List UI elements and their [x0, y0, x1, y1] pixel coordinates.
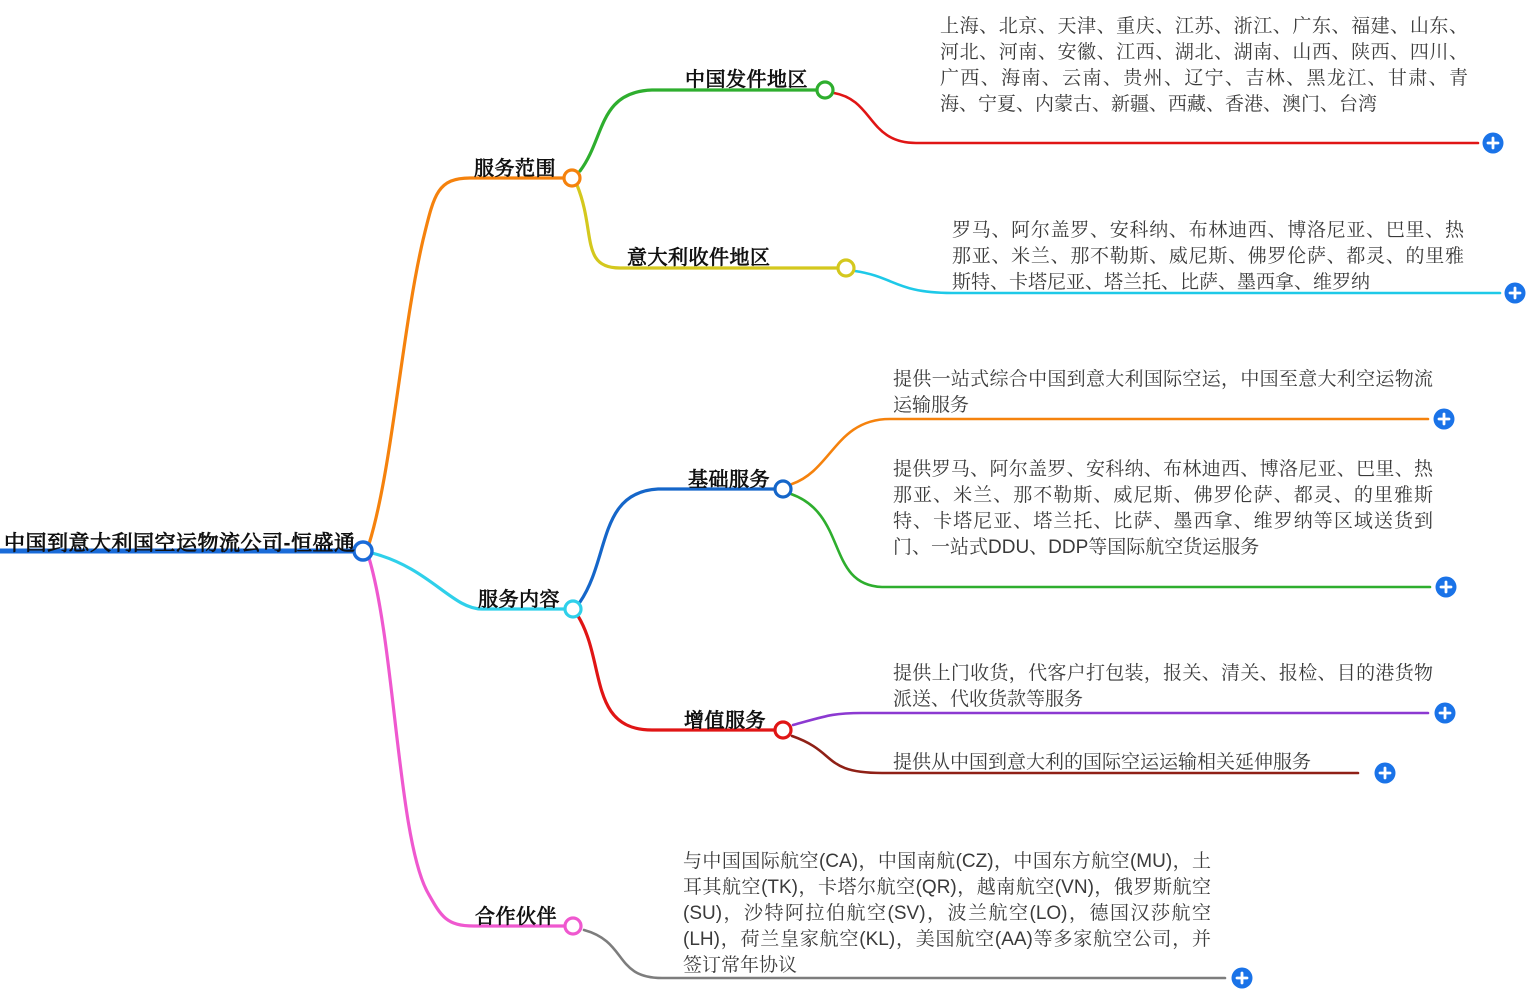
node-handle-italy-destination[interactable]: [838, 260, 854, 276]
node-handle-value-added[interactable]: [775, 722, 791, 738]
topic-value-added-service[interactable]: 增值服务: [684, 710, 766, 732]
branch-line-basic-service: [580, 489, 775, 602]
basic-service-item-1-text[interactable]: 提供一站式综合中国到意大利国际空运，中国至意大利空运物流运输服务: [893, 369, 1433, 416]
topic-service-scope[interactable]: 服务范围: [474, 158, 556, 180]
value-added-item-1-text[interactable]: 提供上门收货，代客户打包装，报关、清关、报检、目的港货物派送、代收货款等服务: [893, 663, 1433, 710]
node-handle-service-scope[interactable]: [564, 170, 580, 186]
leaf-line-value-added-item-1: [793, 713, 1428, 725]
topic-service-content[interactable]: 服务内容: [478, 589, 560, 611]
china-regions-text[interactable]: 上海、北京、天津、重庆、江苏、浙江、广东、福建、山东、河北、河南、安徽、江西、湖北、湖南、山西、陕西、四川、广西、海南、云南、贵州、辽宁、吉林、黑龙江、甘肃、青海、宁夏、内蒙古、新疆、西藏、香港、澳门、台湾: [940, 16, 1468, 115]
partners-description-text[interactable]: 与中国国际航空(CA)，中国南航(CZ)，中国东方航空(MU)，土耳其航空(TK)，卡塔尔航空(QR)，越南航空(VN)，俄罗斯航空(SU)，沙特阿拉伯航空(SV)，波兰航空(LO)，德国汉莎航空(LH)，荷兰皇家航空(KL)，美国航空(AA)等多家航空公司，并签订常年协议: [683, 851, 1211, 976]
node-handle-china-origin[interactable]: [817, 82, 833, 98]
add-child-button-basic-item-1[interactable]: [1434, 409, 1455, 430]
italy-regions-text[interactable]: 罗马、阿尔盖罗、安科纳、布林迪西、博洛尼亚、巴里、热那亚、米兰、那不勒斯、威尼斯、佛罗伦萨、都灵、的里雅斯特、卡塔尼亚、塔兰托、比萨、墨西拿、维罗纳: [952, 220, 1464, 293]
basic-service-item-2-text[interactable]: 提供罗马、阿尔盖罗、安科纳、布林迪西、博洛尼亚、巴里、热那亚、米兰、那不勒斯、威尼斯、佛罗伦萨、都灵、的里雅斯特、卡塔尼亚、塔兰托、比萨、墨西拿、维罗纳等区域送货到门、一站式DDU、DDP等国际航空货运服务: [893, 459, 1433, 558]
node-handle-basic-service[interactable]: [775, 481, 791, 497]
value-added-item-2-text[interactable]: 提供从中国到意大利的国际空运运输相关延伸服务: [893, 752, 1312, 773]
branch-line-partners: [369, 558, 564, 926]
add-child-button-partners[interactable]: [1232, 968, 1253, 989]
node-handle-service-content[interactable]: [565, 601, 581, 617]
topic-basic-service[interactable]: 基础服务: [688, 469, 770, 491]
add-child-button-china-regions[interactable]: [1483, 133, 1504, 154]
add-child-button-value-added-item-1[interactable]: [1435, 703, 1456, 724]
topic-partners[interactable]: 合作伙伴: [475, 906, 557, 928]
add-child-button-value-added-item-2[interactable]: [1375, 763, 1396, 784]
topic-italy-destination[interactable]: 意大利收件地区: [627, 247, 771, 269]
branch-line-china-origin: [580, 90, 816, 171]
topic-china-origin[interactable]: 中国发件地区: [685, 69, 808, 91]
node-handle-root[interactable]: [354, 542, 372, 560]
branch-line-service-scope: [369, 178, 563, 544]
node-handle-partners[interactable]: [565, 918, 581, 934]
add-child-button-basic-item-2[interactable]: [1436, 577, 1457, 598]
root-topic[interactable]: 中国到意大利国空运物流公司-恒盛通: [4, 532, 356, 555]
add-child-button-italy-regions[interactable]: [1505, 283, 1526, 304]
